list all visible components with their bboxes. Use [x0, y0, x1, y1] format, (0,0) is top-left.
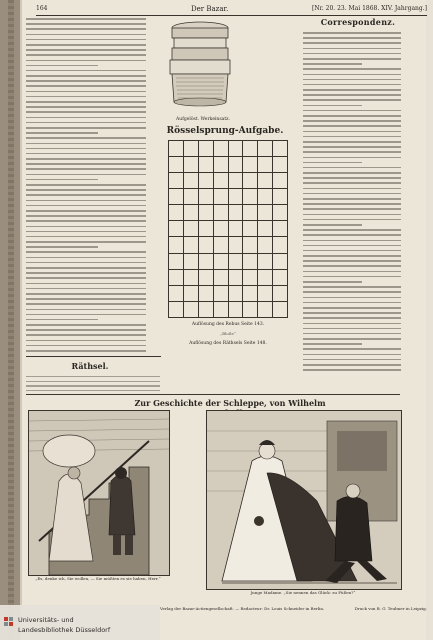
- text-line: [303, 157, 401, 159]
- text-line: [303, 302, 401, 304]
- puzzle-cell: [228, 221, 243, 237]
- text-line: [26, 345, 146, 347]
- text-line: [26, 143, 146, 145]
- puzzle-cell: [213, 285, 228, 301]
- text-line: [303, 203, 401, 205]
- text-line: [26, 226, 146, 228]
- puzzle-cell: [213, 221, 228, 237]
- puzzle-cell: [258, 189, 273, 205]
- puzzle-cell: [198, 237, 213, 253]
- text-line: [303, 214, 401, 216]
- text-line: [303, 37, 401, 39]
- puzzle-cell: [198, 157, 213, 173]
- text-line: [303, 141, 401, 143]
- text-line: [26, 257, 146, 259]
- puzzle-cell: [198, 205, 213, 221]
- puzzle-cell: [213, 157, 228, 173]
- correspondence-heading: Correspondenz.: [320, 17, 396, 27]
- text-line: [26, 23, 146, 25]
- puzzle-cell: [273, 221, 288, 237]
- puzzle-cell: [228, 253, 243, 269]
- riddle-solution-label: Auflösung des Räthsels Seite 148.: [189, 341, 267, 346]
- text-line: [303, 58, 401, 60]
- rebus-solution-text: „Bloße“: [220, 331, 236, 336]
- knights-tour-grid: [168, 140, 288, 318]
- puzzle-cell: [258, 285, 273, 301]
- library-name-line1: Universitäts- und: [18, 616, 74, 624]
- text-line: [303, 167, 401, 169]
- text-line: [26, 272, 146, 274]
- text-line: [303, 94, 401, 96]
- divider: [26, 394, 400, 395]
- text-line: [303, 146, 401, 148]
- puzzle-cell: [213, 237, 228, 253]
- text-line: [26, 350, 146, 352]
- puzzle-cell: [198, 189, 213, 205]
- text-line: [303, 281, 362, 283]
- text-line: [26, 241, 146, 243]
- text-line: [26, 277, 146, 279]
- puzzle-cell: [273, 301, 288, 317]
- text-line: [26, 137, 146, 139]
- rebus-solution-label: Auflösung des Rebus Seite 143.: [191, 322, 265, 327]
- divider: [26, 356, 161, 357]
- riddle-heading: Räthsel.: [71, 361, 109, 371]
- puzzle-cell: [258, 253, 273, 269]
- text-line: [303, 151, 401, 153]
- puzzle-cell: [243, 189, 258, 205]
- text-line: [26, 60, 146, 62]
- puzzle-cell: [198, 285, 213, 301]
- text-line: [26, 91, 146, 93]
- text-line: [303, 286, 401, 288]
- right-image-caption: Junge Madame. „Sie nennen das Glück: zu Füßen?“: [250, 590, 356, 595]
- puzzle-cell: [243, 269, 258, 285]
- text-line: [26, 168, 146, 170]
- salon-engraving: [206, 410, 402, 590]
- text-line: [303, 120, 401, 122]
- text-line: [303, 99, 401, 101]
- puzzle-cell: [198, 221, 213, 237]
- text-line: [26, 54, 146, 56]
- puzzle-cell: [273, 173, 288, 189]
- text-line: [303, 182, 401, 184]
- puzzle-cell: [183, 141, 198, 157]
- text-line: [26, 231, 146, 233]
- text-line: [26, 106, 146, 108]
- riddle-text: [26, 376, 160, 394]
- puzzle-cell: [169, 285, 184, 301]
- text-line: [26, 288, 146, 290]
- text-line: [303, 105, 362, 107]
- text-line: [303, 84, 401, 86]
- puzzle-cell: [228, 141, 243, 157]
- book-spine-margin: [0, 0, 22, 640]
- text-line: [303, 234, 401, 236]
- text-line: [26, 96, 146, 98]
- text-line: [26, 298, 146, 300]
- text-line: [26, 49, 146, 51]
- text-line: [26, 215, 146, 217]
- puzzle-cell: [169, 237, 184, 253]
- text-line: [303, 333, 401, 335]
- text-line: [26, 158, 146, 160]
- page-header: [36, 3, 427, 16]
- puzzle-cell: [258, 221, 273, 237]
- text-line: [303, 323, 401, 325]
- puzzle-cell: [243, 141, 258, 157]
- puzzle-cell: [213, 301, 228, 317]
- text-line: [303, 42, 401, 44]
- issue-info: [Nr. 20. 23. Mai 1868. XIV. Jahrgang.]: [312, 5, 427, 12]
- text-line: [26, 385, 160, 386]
- puzzle-cell: [258, 301, 273, 317]
- text-line: [303, 219, 401, 221]
- puzzle-cell: [169, 221, 184, 237]
- text-line: [303, 110, 401, 112]
- text-line: [26, 381, 160, 382]
- puzzle-cell: [228, 189, 243, 205]
- text-line: [303, 115, 401, 117]
- puzzle-cell: [258, 269, 273, 285]
- puzzle-cell: [258, 205, 273, 221]
- text-line: [26, 324, 146, 326]
- text-line: [303, 53, 401, 55]
- puzzle-cell: [183, 157, 198, 173]
- text-line: [26, 44, 146, 46]
- text-line: [303, 208, 401, 210]
- puzzle-cell: [183, 269, 198, 285]
- puzzle-cell: [258, 157, 273, 173]
- text-line: [303, 265, 401, 267]
- puzzle-cell: [183, 285, 198, 301]
- text-line: [26, 163, 146, 165]
- article-title: Zur Geschichte der Schleppe, von Wilhelm: [134, 398, 326, 408]
- text-line: [303, 291, 401, 293]
- puzzle-cell: [183, 253, 198, 269]
- text-line: [303, 68, 401, 70]
- text-line: [303, 48, 401, 50]
- text-line: [303, 89, 401, 91]
- text-line: [26, 329, 146, 331]
- text-line: [26, 28, 146, 30]
- publisher-line: Verlag der Bazar-Actiengesellschaft. — Redacteur: Dr. Louis Schneider in Berlin.: [160, 606, 325, 611]
- puzzle-cell: [273, 237, 288, 253]
- puzzle-cell: [228, 237, 243, 253]
- top-illustration: [160, 16, 240, 114]
- text-line: [303, 162, 362, 164]
- text-line: [26, 153, 146, 155]
- text-line: [303, 32, 401, 34]
- puzzle-cell: [273, 189, 288, 205]
- text-line: [26, 122, 146, 124]
- text-line: [26, 101, 146, 103]
- text-line: [26, 70, 146, 72]
- text-line: [303, 260, 401, 262]
- text-line: [303, 63, 362, 65]
- puzzle-cell: [228, 301, 243, 317]
- puzzle-cell: [228, 269, 243, 285]
- text-line: [26, 127, 146, 129]
- text-line: [303, 271, 401, 273]
- puzzle-cell: [213, 173, 228, 189]
- puzzle-cell: [169, 301, 184, 317]
- text-line: [26, 334, 146, 336]
- text-line: [303, 125, 401, 127]
- puzzle-cell: [198, 173, 213, 189]
- text-line: [303, 328, 401, 330]
- text-line: [303, 240, 401, 242]
- puzzle-cell: [183, 205, 198, 221]
- puzzle-cell: [183, 237, 198, 253]
- left-text-column: [26, 18, 146, 355]
- puzzle-cell: [243, 157, 258, 173]
- text-line: [26, 148, 146, 150]
- library-watermark: [0, 605, 160, 640]
- puzzle-cell: [213, 189, 228, 205]
- text-line: [303, 338, 401, 340]
- puzzle-cell: [273, 205, 288, 221]
- text-line: [26, 194, 146, 196]
- text-line: [26, 293, 146, 295]
- puzzle-cell: [228, 205, 243, 221]
- text-line: [26, 283, 146, 285]
- text-line: [303, 224, 362, 226]
- puzzle-cell: [198, 269, 213, 285]
- text-line: [303, 276, 401, 278]
- text-line: [26, 65, 98, 67]
- puzzle-cell: [243, 253, 258, 269]
- puzzle-cell: [169, 157, 184, 173]
- text-line: [26, 200, 146, 202]
- puzzle-cell: [183, 221, 198, 237]
- text-line: [303, 307, 401, 309]
- puzzle-cell: [273, 141, 288, 157]
- puzzle-cell: [183, 189, 198, 205]
- puzzle-cell: [213, 141, 228, 157]
- puzzle-cell: [198, 141, 213, 157]
- text-line: [303, 364, 401, 366]
- puzzle-cell: [169, 205, 184, 221]
- library-name-line2: Landesbibliothek Düsseldorf: [18, 626, 111, 634]
- puzzle-cell: [258, 141, 273, 157]
- text-line: [303, 317, 401, 319]
- puzzle-cell: [169, 173, 184, 189]
- text-line: [26, 189, 146, 191]
- printer-line: Druck von B. G. Teubner in Leipzig.: [354, 606, 427, 611]
- puzzle-cell: [198, 301, 213, 317]
- text-line: [26, 205, 146, 207]
- text-line: [26, 251, 146, 253]
- text-line: [26, 236, 146, 238]
- staircase-engraving: [28, 410, 170, 576]
- puzzle-cell: [183, 301, 198, 317]
- page-number: 164: [36, 5, 48, 12]
- text-line: [303, 172, 401, 174]
- text-line: [26, 39, 146, 41]
- puzzle-cell: [228, 173, 243, 189]
- puzzle-cell: [258, 237, 273, 253]
- puzzle-cell: [273, 157, 288, 173]
- text-line: [26, 80, 146, 82]
- text-line: [303, 343, 362, 345]
- text-line: [303, 198, 401, 200]
- text-line: [303, 74, 401, 76]
- text-line: [303, 255, 401, 257]
- puzzle-title: Rösselsprung-Aufgabe.: [166, 126, 284, 136]
- text-line: [303, 188, 401, 190]
- text-line: [26, 246, 98, 248]
- text-line: [26, 376, 160, 377]
- puzzle-cell: [273, 269, 288, 285]
- text-line: [26, 85, 146, 87]
- puzzle-cell: [228, 285, 243, 301]
- text-line: [26, 179, 98, 181]
- text-line: [26, 174, 146, 176]
- puzzle-cell: [243, 285, 258, 301]
- text-line: [26, 111, 146, 113]
- illustration-caption: Aufgelöst. Werkeinsatz.: [176, 117, 230, 122]
- text-line: [303, 312, 401, 314]
- text-line: [26, 390, 160, 391]
- text-line: [26, 262, 146, 264]
- text-line: [26, 220, 146, 222]
- puzzle-cell: [213, 205, 228, 221]
- puzzle-cell: [243, 173, 258, 189]
- text-line: [303, 369, 401, 371]
- puzzle-cell: [169, 189, 184, 205]
- text-line: [303, 245, 401, 247]
- text-line: [26, 132, 98, 134]
- newspaper-title: Der Bazar.: [191, 5, 229, 13]
- text-line: [303, 193, 401, 195]
- imprint: [160, 606, 427, 611]
- text-line: [26, 75, 146, 77]
- puzzle-cell: [169, 141, 184, 157]
- right-text-column: [303, 32, 401, 374]
- puzzle-cell: [243, 237, 258, 253]
- text-line: [26, 309, 146, 311]
- text-line: [303, 348, 401, 350]
- text-line: [26, 18, 146, 20]
- puzzle-cell: [273, 253, 288, 269]
- puzzle-cell: [198, 253, 213, 269]
- text-line: [26, 314, 146, 316]
- puzzle-cell: [273, 285, 288, 301]
- text-line: [303, 359, 401, 361]
- puzzle-cell: [228, 157, 243, 173]
- text-line: [26, 184, 146, 186]
- left-image-caption: „Es, denke ich, Sie wollen, — Sie müßten es sie haben, Herr.“: [35, 576, 161, 581]
- text-line: [303, 177, 401, 179]
- text-line: [26, 340, 146, 342]
- text-line: [26, 34, 146, 36]
- text-line: [303, 79, 401, 81]
- text-line: [303, 354, 401, 356]
- text-line: [303, 250, 401, 252]
- puzzle-cell: [243, 221, 258, 237]
- text-line: [26, 267, 146, 269]
- puzzle-cell: [169, 269, 184, 285]
- text-line: [26, 210, 146, 212]
- text-line: [303, 297, 401, 299]
- puzzle-cell: [213, 253, 228, 269]
- puzzle-cell: [243, 301, 258, 317]
- puzzle-cell: [169, 253, 184, 269]
- puzzle-cell: [243, 205, 258, 221]
- text-line: [303, 131, 401, 133]
- text-line: [303, 229, 401, 231]
- text-line: [26, 303, 146, 305]
- puzzle-cell: [258, 173, 273, 189]
- puzzle-cell: [213, 269, 228, 285]
- text-line: [303, 136, 401, 138]
- library-logo-icon: [4, 617, 14, 627]
- text-line: [26, 319, 98, 321]
- text-line: [26, 117, 146, 119]
- puzzle-cell: [183, 173, 198, 189]
